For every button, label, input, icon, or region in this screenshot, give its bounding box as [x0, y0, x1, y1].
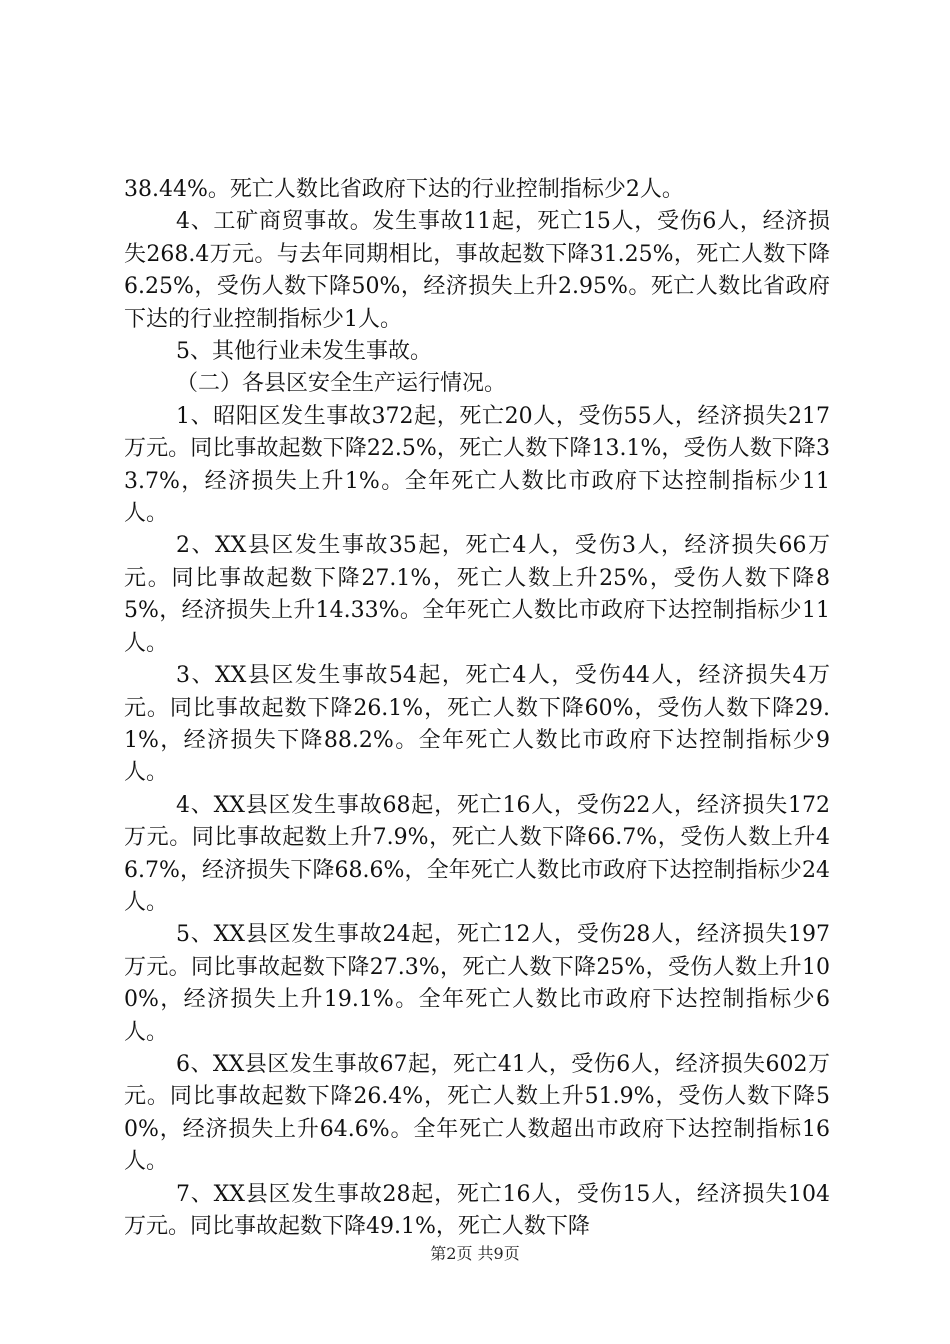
document-body — [124, 174, 830, 1243]
paragraph-county-2: 2、XX县区发生事故35起，死亡4人，受伤3人，经济损失66万元。同比事故起数下降27.1%，死亡人数上升25%，受伤人数下降85%，经济损失上升14.33%。全年死亡人数比市政府下达控制指标少11人。 — [124, 533, 830, 656]
paragraph-county-3: 3、XX县区发生事故54起，死亡4人，受伤44人，经济损失4万元。同比事故起数下降26.1%，死亡人数下降60%，受伤人数下降29.1%，经济损失下降88.2%。全年死亡人数比市政府下达控制指标少9人。 — [124, 663, 830, 786]
paragraph-county-5: 5、XX县区发生事故24起，死亡12人，受伤28人，经济损失197万元。同比事故起数下降27.3%，死亡人数下降25%，受伤人数上升100%，经济损失上升19.1%。全年死亡人数比市政府下达控制指标少6人。 — [124, 922, 830, 1045]
paragraph-other-industries: 5、其他行业未发生事故。 — [176, 339, 432, 365]
paragraph-industrial-accidents: 4、工矿商贸事故。发生事故11起，死亡15人，受伤6人，经济损失268.4万元。与去年同期相比，事故起数下降31.25%，死亡人数下降6.25%，受伤人数下降50%，经济损失上升2.95%。死亡人数比省政府下达的行业控制指标少1人。 — [124, 209, 830, 332]
page-number: 第2页 共9页 — [430, 1244, 520, 1263]
paragraph-continuation: 38.44%。死亡人数比省政府下达的行业控制指标少2人。 — [124, 177, 684, 202]
section-heading-counties: （二）各县区安全生产运行情况。 — [176, 371, 507, 397]
paragraph-county-1: 1、昭阳区发生事故372起，死亡20人，受伤55人，经济损失217万元。同比事故起数下降22.5%，死亡人数下降13.1%，受伤人数下降33.7%，经济损失上升1%。全年死亡人数比市政府下达控制指标少11人。 — [124, 403, 830, 527]
page-footer — [0, 1244, 950, 1264]
paragraph-county-4: 4、XX县区发生事故68起，死亡16人，受伤22人，经济损失172万元。同比事故起数上升7.9%，死亡人数下降66.7%，受伤人数上升46.7%，经济损失下降68.6%，全年死亡人数比市政府下达控制指标少24人。 — [124, 792, 830, 915]
paragraph-county-6: 6、XX县区发生事故67起，死亡41人，受伤6人，经济损失602万元。同比事故起数下降26.4%，死亡人数上升51.9%，受伤人数下降50%，经济损失上升64.6%。全年死亡人数超出市政府下达控制指标16人。 — [124, 1051, 830, 1175]
paragraph-county-7: 7、XX县区发生事故28起，死亡16人，受伤15人，经济损失104万元。同比事故起数下降49.1%，死亡人数下降 — [124, 1181, 830, 1239]
